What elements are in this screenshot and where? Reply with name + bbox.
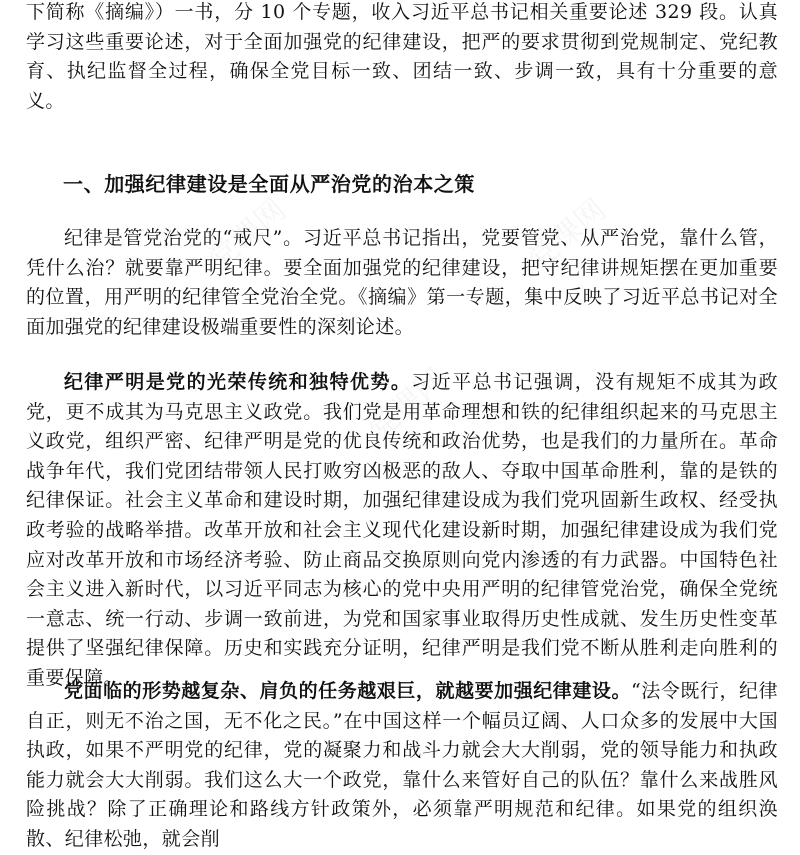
paragraph-lead: 党面临的形势越复杂、肩负的任务越艰巨，就越要加强纪律建设。 (64, 680, 632, 702)
body-paragraph (26, 368, 778, 694)
watermark: 党课网 (521, 192, 613, 278)
body-paragraph (26, 677, 778, 855)
paragraph-lead: 纪律严明是党的光荣传统和独特优势。 (64, 371, 412, 393)
paragraph-body: “法令既行，纪律自正，则无不治之国，无不化之民。”在中国这样一个幅员辽阔、人口众多的发展中大国执政，如果不严明党的纪律，党的凝聚力和战斗力就会大大削弱，党的领导能力和执政能力就会大大削弱。我们这么大一个政党，靠什么来管好自己的队伍？靠什么来战胜风险挑战？除了正确理论和路线方针政策外，必须靠严明规范和纪律。如果党的组织涣散、纪律松弛，就会削 (26, 680, 778, 850)
watermark: 党课网 (201, 192, 293, 278)
intro-paragraph: 下简称《摘编》）一书，分 10 个专题，收入习近平总书记相关重要论述 329 段。认真学习这些重要论述，对于全面加强党的纪律建设，把严的要求贯彻到党规制定、党纪教育、执纪监督全过程，确保全党目标一致、团结一致、步调一致，具有十分重要的意义。 (26, 1, 778, 112)
section-heading: 一、加强纪律建设是全面从严治党的治本之策 (63, 172, 475, 196)
body-paragraph: 纪律是管党治党的“戒尺”。习近平总书记指出，党要管党、从严治党，靠什么管，凭什么治？就要靠严明纪律。要全面加强党的纪律建设，把守纪律讲规矩摆在更加重要的位置，用严明的纪律管全党治全党。《摘编》第一专题，集中反映了习近平总书记对全面加强党的纪律建设极端重要性的深刻论述。 (26, 227, 778, 338)
watermark: 党课网 (361, 362, 453, 448)
paragraph-body: 习近平总书记强调，没有规矩不成其为政党，更不成其为马克思主义政党。我们党是用革命理想和铁的纪律组织起来的马克思主义政党，组织严密、纪律严明是党的优良传统和政治优势，也是我们的力量所在。革命战争年代，我们党团结带领人民打败穷凶极恶的敌人、夺取中国革命胜利，靠的是铁的纪律保证。社会主义革命和建设时期，加强纪律建设成为我们党巩固新生政权、经受执政考验的战略举措。改革开放和社会主义现代化建设新时期，加强纪律建设成为我们党应对改革开放和市场经济考验、防止商品交换原则向党内渗透的有力武器。中国特色社会主义进入新时代，以习近平同志为核心的党中央用严明的纪律管党治党，确保全党统一意志、统一行动、步调一致前进，为党和国家事业取得历史性成就、发生历史性变革提供了坚强纪律保障。历史和实践充分证明，纪律严明是我们党不断从胜利走向胜利的重要保障。 (26, 371, 778, 689)
